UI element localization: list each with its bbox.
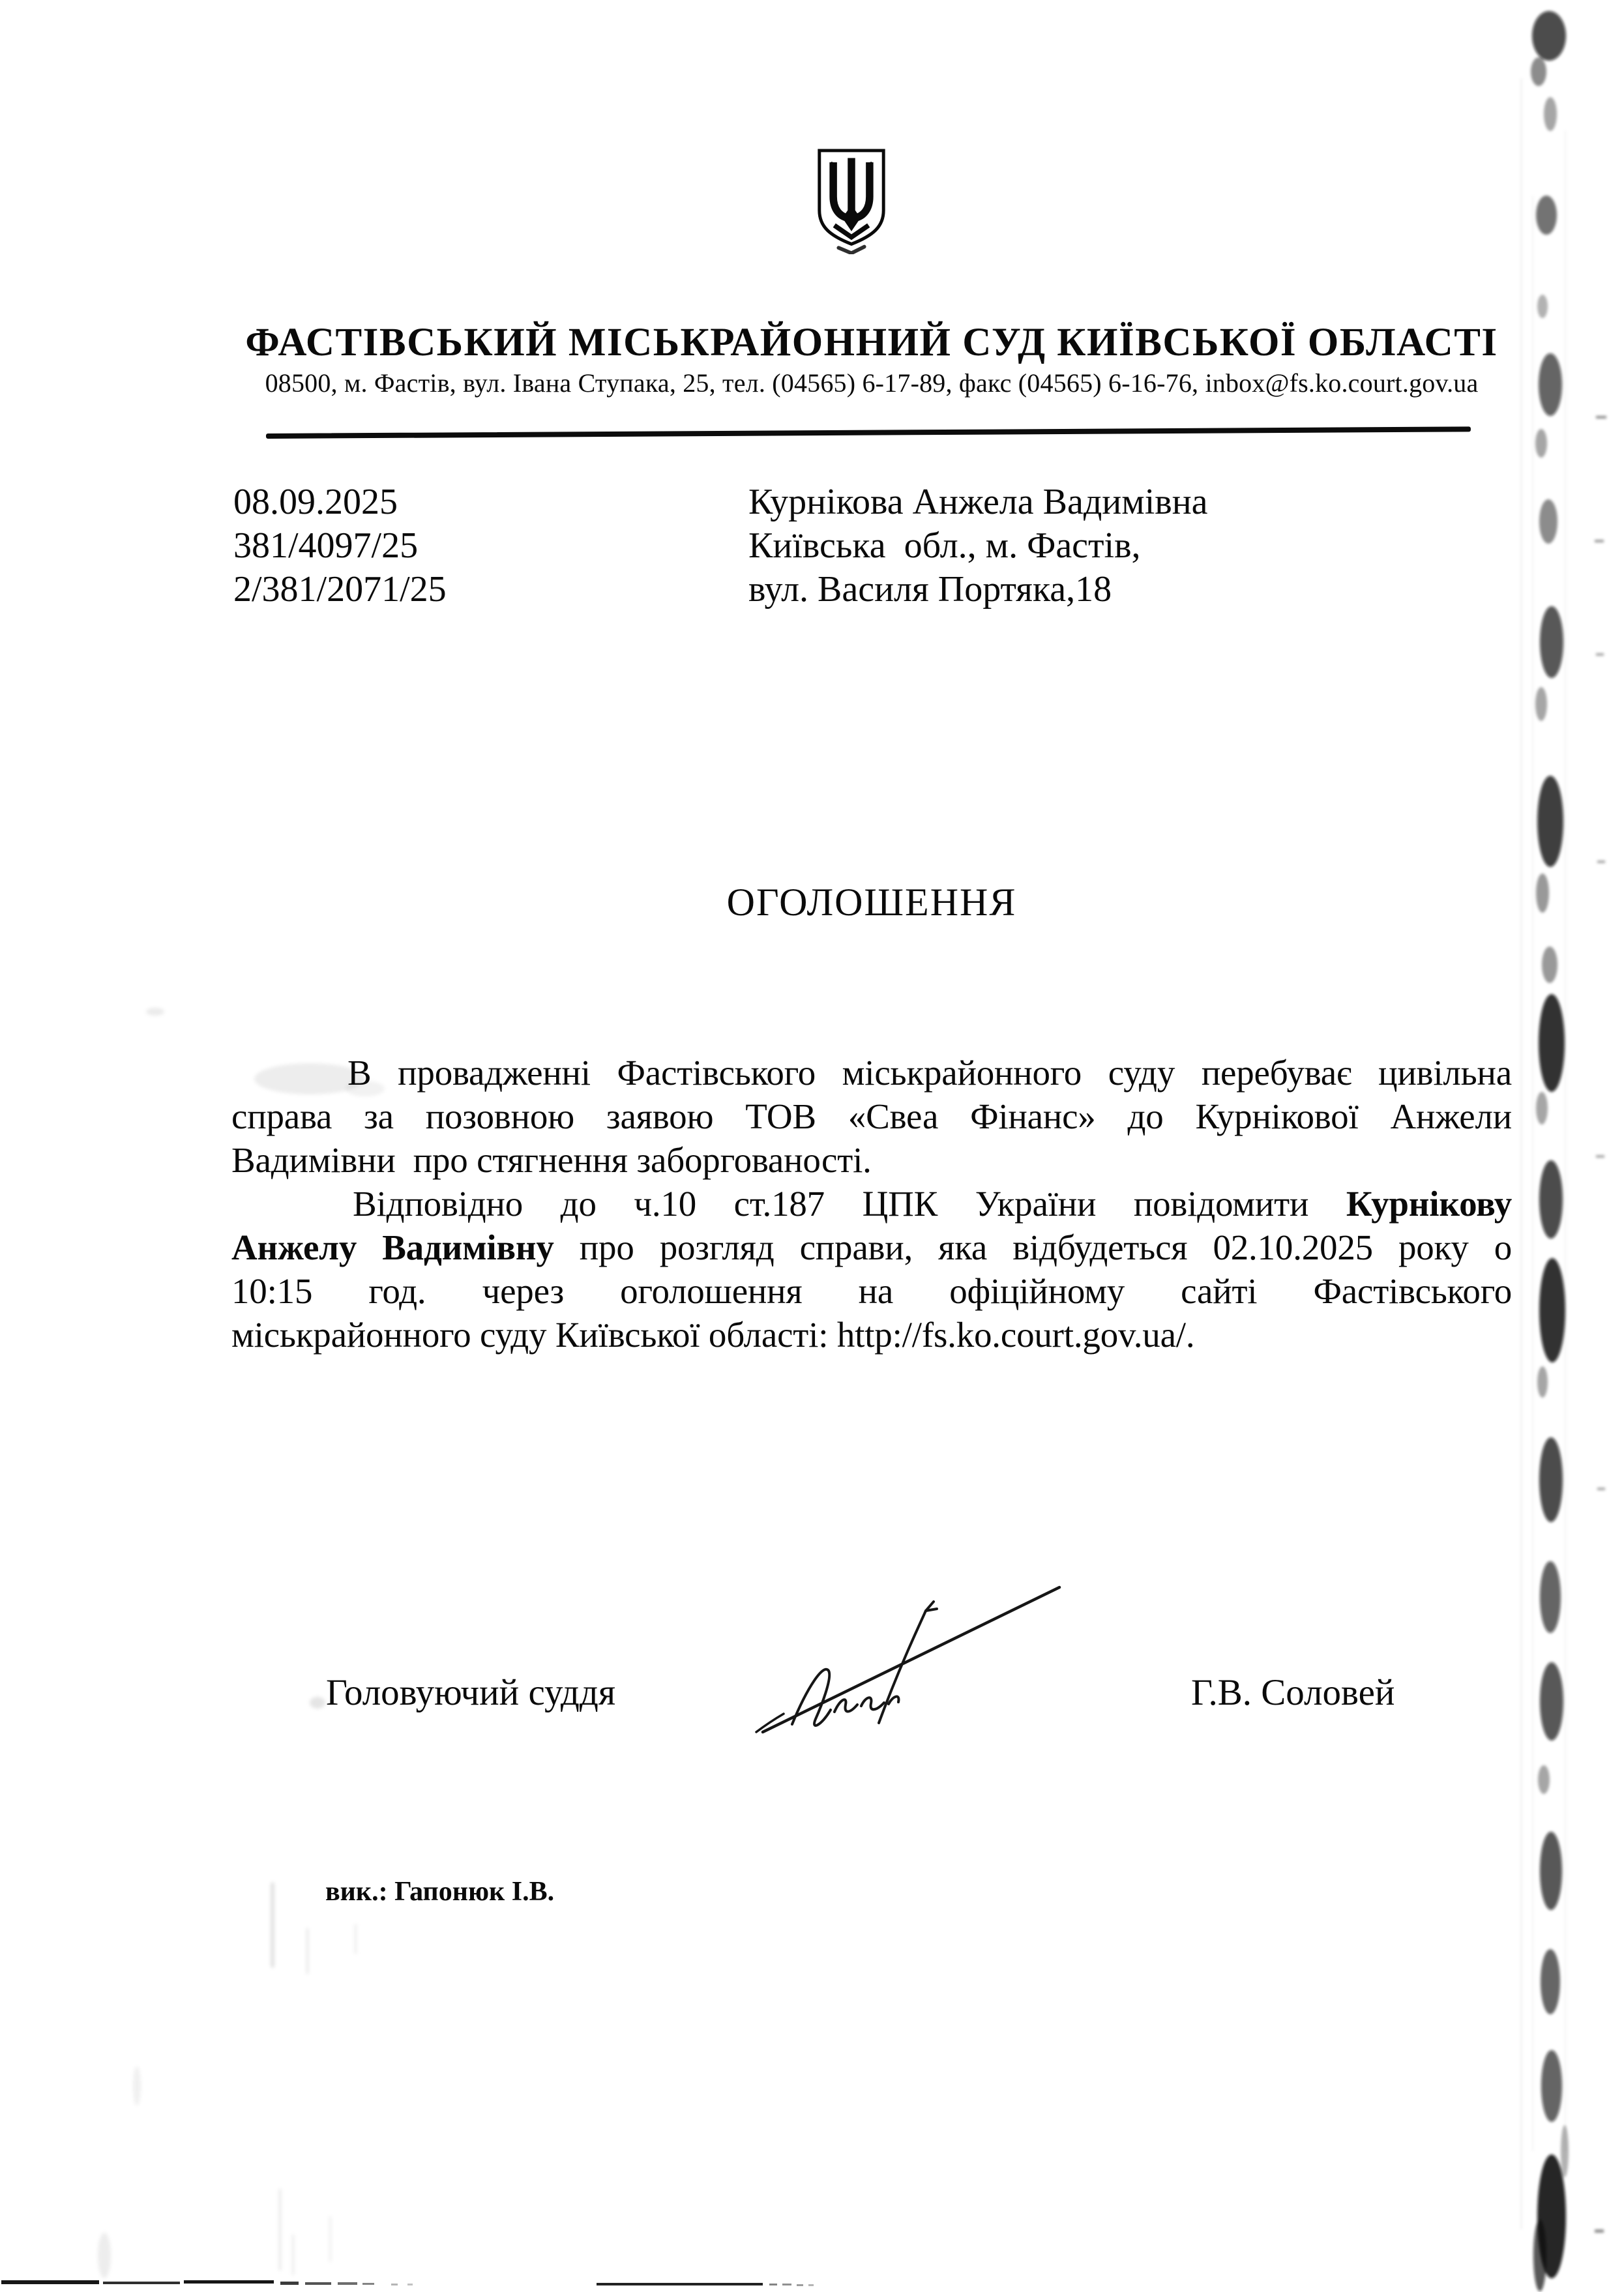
executor-note: вик.: Гапонюк І.В. [325, 1877, 555, 1907]
court-address-line: 08500, м. Фастів, вул. Івана Ступака, 25, тел. (04565) 6-17-89, факс (04565) 6-16-76, inbox@fs.ko.court.gov.ua [265, 368, 1479, 398]
recipient-name-bold-2: Анжелу Вадимівну [231, 1227, 554, 1267]
ukraine-coat-of-arms-icon [814, 147, 889, 254]
case-number: 381/4097/25 [233, 525, 419, 566]
announcement-body [231, 1051, 1512, 1357]
paragraph2-line1-text: Відповідно до ч.10 ст.187 ЦПК України повідомити [353, 1184, 1346, 1224]
recipient-name-bold: Курнікову [1346, 1184, 1512, 1224]
recipient-block [748, 480, 1208, 611]
bottom-edge-scan-marks [0, 2275, 848, 2292]
paragraph1-line2: справа за позовною заявою ТОВ «Свеа Фінанс» до Курнікової Анжели [231, 1096, 1512, 1136]
letter-date: 08.09.2025 [233, 482, 398, 522]
paragraph2-line2 [231, 1226, 1512, 1269]
announcement-title: ОГОЛОШЕННЯ [726, 881, 1017, 924]
paragraph2-line3: 10:15 год. через оголошення на офіційному сайті Фастівського [231, 1271, 1512, 1311]
recipient-address-line2: вул. Василя Портяка,18 [748, 569, 1112, 610]
paragraph2-line1 [231, 1182, 1512, 1226]
paragraph1-line1: В провадженні Фастівського міськрайонного суду перебуває цивільна [347, 1053, 1512, 1093]
judge-name: Г.В. Соловей [1191, 1672, 1395, 1713]
judge-role-label: Головуючий суддя [326, 1672, 616, 1713]
proceedings-number: 2/381/2071/25 [233, 569, 447, 610]
paragraph2-line2-text: про розгляд справи, яка відбудеться 02.10.2025 року о [554, 1227, 1513, 1267]
case-reference-block [233, 480, 447, 611]
paragraph1-line3: Вадимівни про стягнення заборгованості. [231, 1140, 872, 1180]
recipient-address-line1: Київська обл., м. Фастів, [748, 525, 1141, 566]
header-divider-rule [266, 426, 1471, 439]
recipient-name: Курнікова Анжела Вадимівна [748, 482, 1208, 522]
court-name-heading: ФАСТІВСЬКИЙ МІСЬКРАЙОННИЙ СУД КИЇВСЬКОЇ ОБЛАСТІ [245, 321, 1498, 364]
paragraph2-line4: міськрайонного суду Київської області: http://fs.ko.court.gov.ua/. [231, 1315, 1195, 1355]
handwritten-signature-icon [730, 1560, 1082, 1739]
